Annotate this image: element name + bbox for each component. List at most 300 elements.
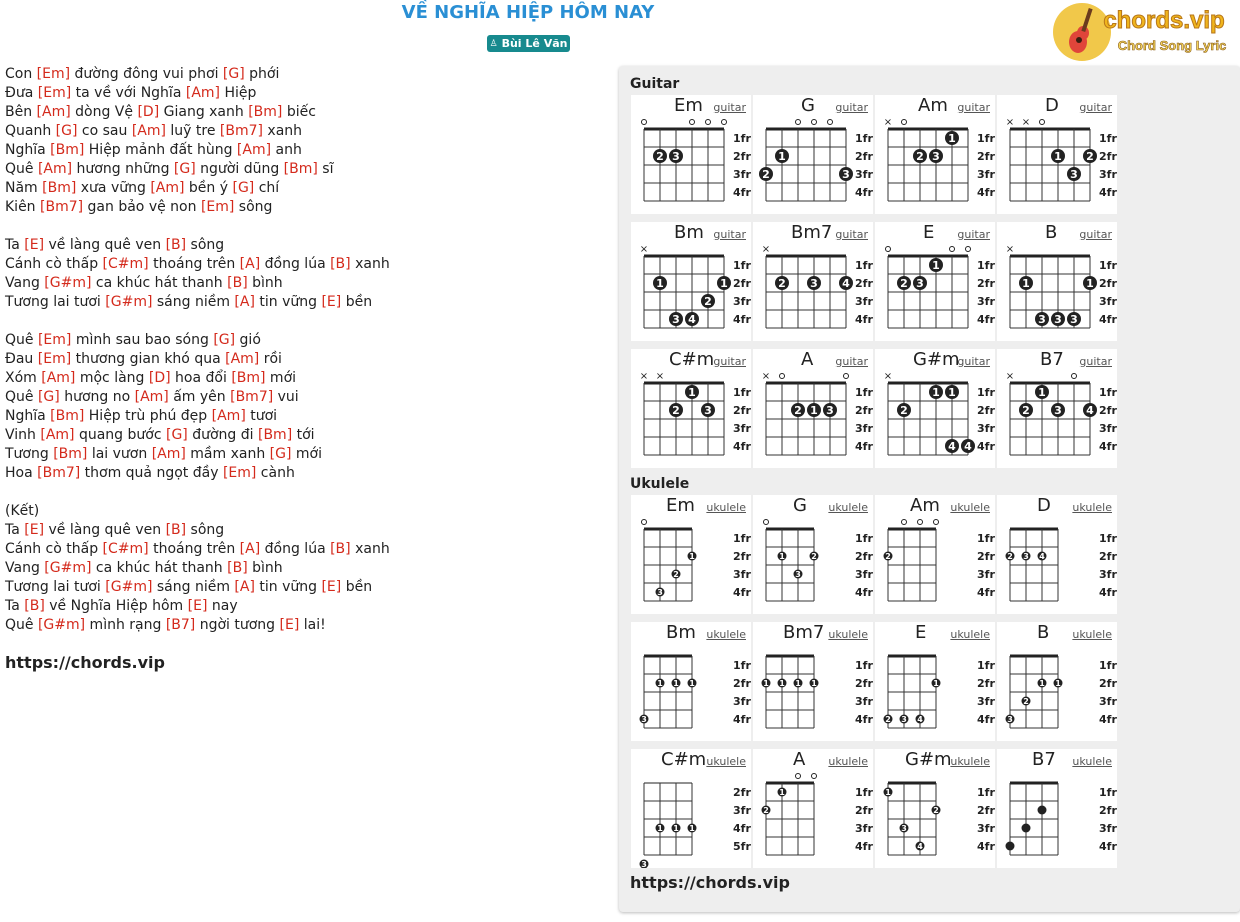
- lyric-line: [5, 502, 390, 521]
- lyric-line: [5, 350, 390, 369]
- finger-number: 4: [917, 715, 923, 724]
- chord-tag[interactable]: [Bm7]: [40, 199, 84, 215]
- open-string-marker: [1040, 120, 1045, 125]
- chord-tag[interactable]: [Am]: [134, 389, 169, 405]
- fret-number: 2fr: [977, 804, 995, 817]
- finger-number: 3: [704, 404, 712, 417]
- open-string-marker: [828, 120, 833, 125]
- fret-number: 1fr: [733, 386, 751, 399]
- guitar-chord-card-gsharpm[interactable]: [875, 349, 995, 468]
- chord-tag[interactable]: [G#m]: [44, 275, 92, 291]
- site-url-left[interactable]: https://chords.vip: [5, 653, 165, 672]
- muted-string-marker: ×: [883, 117, 893, 128]
- lyric-text: sáng niềm: [152, 294, 235, 310]
- finger-number: 1: [885, 788, 891, 797]
- open-string-marker: [780, 374, 785, 379]
- chord-tag[interactable]: [E]: [279, 617, 300, 633]
- guitar-chord-card-b[interactable]: [997, 222, 1117, 341]
- chord-tag[interactable]: [B7]: [165, 617, 196, 633]
- guitar-link[interactable]: guitar: [957, 101, 990, 114]
- finger-number: 3: [932, 150, 940, 163]
- fret-number: 4fr: [733, 440, 751, 453]
- finger-number: 2: [1007, 552, 1013, 561]
- guitar-link[interactable]: guitar: [835, 228, 868, 241]
- chord-tag[interactable]: [Am]: [41, 370, 76, 386]
- lyric-text: sáng niềm: [152, 579, 235, 595]
- lyric-text: Tương lai tươi: [5, 294, 106, 310]
- fret-number: 1fr: [977, 132, 995, 145]
- lyric-text: biếc: [282, 104, 316, 120]
- fret-number: 1fr: [1099, 386, 1117, 399]
- author-badge[interactable]: [487, 35, 570, 52]
- lyric-text: mình sau bao sóng: [71, 332, 214, 348]
- guitar-link[interactable]: guitar: [1079, 101, 1112, 114]
- finger-number: 1: [1086, 277, 1094, 290]
- chord-name: Am: [918, 95, 948, 116]
- ukulele-chord-card-d[interactable]: [997, 495, 1117, 614]
- fret-number: 3fr: [855, 568, 873, 581]
- open-string-marker: [918, 520, 923, 525]
- lyric-line: [5, 331, 390, 350]
- fret-number: 4fr: [855, 440, 873, 453]
- fret-number: 4fr: [733, 822, 751, 835]
- ukulele-link[interactable]: ukulele: [1072, 501, 1112, 514]
- site-logo[interactable]: [1052, 2, 1238, 64]
- chord-tag[interactable]: [Am]: [37, 161, 73, 177]
- muted-string-marker: ×: [639, 371, 649, 382]
- fret-number: 4fr: [733, 713, 751, 726]
- chord-tag[interactable]: [Bm]: [50, 142, 85, 158]
- finger-number: 4: [964, 440, 972, 453]
- ukulele-link[interactable]: ukulele: [1072, 628, 1112, 641]
- lyric-text: sông: [234, 199, 273, 215]
- fret-number: 1fr: [977, 532, 995, 545]
- finger-number: 2: [885, 552, 891, 561]
- chord-tag[interactable]: [Bm]: [257, 427, 293, 443]
- fret-number: 4fr: [733, 586, 751, 599]
- lyric-text: cành: [256, 465, 295, 481]
- guitar-chord-card-d[interactable]: [997, 95, 1117, 214]
- chord-tag[interactable]: [B]: [24, 598, 45, 614]
- lyric-text: chí: [254, 180, 280, 196]
- lyric-text: sông: [186, 522, 225, 538]
- ukulele-chord-card-am[interactable]: [875, 495, 995, 614]
- chord-tag[interactable]: [A]: [239, 256, 261, 272]
- finger-number: 2: [1023, 697, 1029, 706]
- lyric-text: thoáng trên: [148, 541, 240, 557]
- chord-tag[interactable]: [Bm7]: [219, 123, 263, 139]
- ukulele-chord-card-em[interactable]: [631, 495, 751, 614]
- chord-tag[interactable]: [Bm]: [283, 161, 318, 177]
- chord-name: B7: [1032, 749, 1056, 770]
- guitar-link[interactable]: guitar: [835, 355, 868, 368]
- lyric-text: về làng quê ven: [44, 237, 166, 253]
- lyric-text: Quê: [5, 389, 38, 405]
- lyric-text: (Kết): [5, 503, 40, 519]
- muted-string-marker: ×: [1021, 117, 1031, 128]
- chord-tag[interactable]: [Em]: [37, 351, 72, 367]
- chord-tag[interactable]: [B]: [165, 522, 187, 538]
- ukulele-link[interactable]: ukulele: [950, 501, 990, 514]
- lyric-text: Năm: [5, 180, 43, 196]
- finger-number: 1: [811, 679, 817, 688]
- finger-number: 1: [932, 386, 940, 399]
- chord-tag[interactable]: [G]: [232, 180, 255, 196]
- fret-number: 3fr: [1099, 822, 1117, 835]
- lyric-line: [5, 103, 390, 122]
- fret-number: 1fr: [733, 132, 751, 145]
- lyric-text: Vang: [5, 275, 45, 291]
- finger-number: 1: [689, 824, 695, 833]
- finger-number: 1: [932, 259, 940, 272]
- user-icon: ♙: [489, 38, 498, 49]
- chord-tag[interactable]: [B]: [227, 275, 248, 291]
- ukulele-link[interactable]: ukulele: [828, 501, 868, 514]
- lyric-line: [5, 179, 390, 198]
- finger-number: 3: [842, 168, 850, 181]
- lyric-text: Đưa: [5, 85, 38, 101]
- fret-number: 2fr: [733, 786, 751, 799]
- chord-tag[interactable]: [Bm7]: [37, 465, 81, 481]
- finger-number: 3: [641, 715, 647, 724]
- fret-number: 2fr: [1099, 150, 1117, 163]
- chord-tag[interactable]: [E]: [24, 522, 45, 538]
- fret-number: 3fr: [733, 168, 751, 181]
- fret-number: 4fr: [855, 586, 873, 599]
- chord-tag[interactable]: [B]: [330, 256, 351, 272]
- finger-number: 2: [885, 715, 891, 724]
- lyric-text: tới: [292, 427, 315, 443]
- fret-number: 4fr: [977, 586, 995, 599]
- fret-number: 4fr: [855, 313, 873, 326]
- fret-number: 3fr: [1099, 695, 1117, 708]
- finger-number: 1: [720, 277, 728, 290]
- chord-tag[interactable]: [B]: [330, 541, 351, 557]
- finger-number: 3: [1038, 313, 1046, 326]
- finger-dot: [1038, 806, 1047, 815]
- finger-number: 3: [641, 860, 647, 868]
- chord-tag[interactable]: [A]: [239, 541, 261, 557]
- lyric-line: [5, 369, 390, 388]
- finger-number: 2: [811, 552, 817, 561]
- ukulele-chord-card-b[interactable]: [997, 622, 1117, 741]
- fret-number: 4fr: [977, 313, 995, 326]
- ukulele-chord-card-g[interactable]: [753, 495, 873, 614]
- ukulele-chord-card-e[interactable]: [875, 622, 995, 741]
- chord-tag[interactable]: [E]: [321, 294, 342, 310]
- chord-tag[interactable]: [Bm]: [50, 408, 85, 424]
- chord-tag[interactable]: [Em]: [222, 465, 257, 481]
- lyric-text: Ta: [5, 598, 25, 614]
- chord-name: D: [1045, 95, 1059, 116]
- chord-tag[interactable]: [G#m]: [44, 560, 92, 576]
- ukulele-chord-card-gsharpm[interactable]: [875, 749, 995, 868]
- lyric-line: [5, 293, 390, 312]
- chord-tag[interactable]: [D]: [137, 104, 160, 120]
- chord-tag[interactable]: [B]: [227, 560, 248, 576]
- lyric-text: xanh: [350, 541, 390, 557]
- finger-number: 1: [1022, 277, 1030, 290]
- chord-tag[interactable]: [G]: [269, 446, 292, 462]
- lyric-text: gan bảo vệ non: [83, 199, 201, 215]
- lyric-line: [5, 217, 390, 236]
- finger-number: 3: [1054, 404, 1062, 417]
- chord-tag[interactable]: [Bm]: [53, 446, 88, 462]
- chord-tag[interactable]: [G]: [37, 389, 60, 405]
- finger-number: 2: [656, 150, 664, 163]
- chord-tag[interactable]: [Am]: [236, 142, 272, 158]
- chord-tag[interactable]: [G]: [213, 332, 236, 348]
- finger-number: 1: [948, 386, 956, 399]
- finger-number: 3: [901, 824, 907, 833]
- finger-number: 2: [763, 806, 769, 815]
- lyric-text: lai vươn: [87, 446, 152, 462]
- fret-number: 2fr: [977, 677, 995, 690]
- chord-name: G: [793, 495, 807, 516]
- finger-number: 1: [779, 552, 785, 561]
- finger-number: 4: [842, 277, 850, 290]
- fret-number: 4fr: [1099, 313, 1117, 326]
- open-string-marker: [796, 120, 801, 125]
- fret-number: 2fr: [1099, 404, 1117, 417]
- lyric-text: thương gian khó qua: [71, 351, 226, 367]
- ukulele-link[interactable]: ukulele: [950, 628, 990, 641]
- open-string-marker: [902, 520, 907, 525]
- ukulele-heading: Ukulele: [630, 476, 690, 492]
- muted-string-marker: ×: [655, 371, 665, 382]
- finger-number: 1: [1038, 386, 1046, 399]
- chord-tag[interactable]: [Am]: [131, 123, 166, 139]
- finger-number: 2: [1022, 404, 1030, 417]
- chord-tag[interactable]: [Am]: [36, 104, 71, 120]
- chord-tag[interactable]: [E]: [24, 237, 45, 253]
- lyric-line: [5, 445, 390, 464]
- guitar-chord-card-a[interactable]: [753, 349, 873, 468]
- lyric-line: [5, 578, 390, 597]
- guitar-link[interactable]: guitar: [1079, 355, 1112, 368]
- finger-dot: [1022, 824, 1031, 833]
- guitar-link[interactable]: guitar: [1079, 228, 1112, 241]
- ukulele-link[interactable]: ukulele: [1072, 755, 1112, 768]
- chord-tag[interactable]: [A]: [234, 294, 255, 310]
- chord-tag[interactable]: [Em]: [37, 332, 72, 348]
- fret-number: 3fr: [1099, 295, 1117, 308]
- muted-string-marker: ×: [761, 244, 771, 255]
- lyric-text: người dũng: [195, 161, 284, 177]
- guitar-chord-card-csharpm[interactable]: [631, 349, 751, 468]
- chord-tag[interactable]: [Am]: [211, 408, 246, 424]
- finger-number: 4: [948, 440, 956, 453]
- lyric-line: [5, 141, 390, 160]
- finger-number: 3: [1070, 168, 1078, 181]
- chord-tag[interactable]: [G#m]: [37, 617, 86, 633]
- finger-number: 1: [688, 386, 696, 399]
- chord-tag[interactable]: [Em]: [37, 85, 72, 101]
- lyric-text: phới: [244, 66, 280, 82]
- chord-tag[interactable]: [G]: [55, 123, 78, 139]
- finger-number: 3: [1007, 715, 1013, 724]
- chord-name: C#m: [661, 749, 707, 770]
- ukulele-link[interactable]: ukulele: [828, 628, 868, 641]
- fret-number: 4fr: [977, 713, 995, 726]
- lyric-text: dòng Vệ: [70, 104, 138, 120]
- chord-tag[interactable]: [G#m]: [105, 294, 153, 310]
- chord-tag[interactable]: [Am]: [185, 85, 220, 101]
- chord-tag[interactable]: [Am]: [225, 351, 260, 367]
- guitar-link[interactable]: guitar: [835, 101, 868, 114]
- fret-number: 3fr: [855, 422, 873, 435]
- finger-number: 3: [657, 588, 663, 597]
- finger-number: 1: [779, 679, 785, 688]
- guitar-chord-card-g[interactable]: [753, 95, 873, 214]
- fret-number: 4fr: [977, 440, 995, 453]
- fret-number: 3fr: [977, 822, 995, 835]
- chord-name: C#m: [669, 349, 715, 370]
- lyric-text: mới: [291, 446, 322, 462]
- open-string-marker: [902, 120, 907, 125]
- finger-number: 1: [657, 824, 663, 833]
- chord-tag[interactable]: [Bm]: [42, 180, 77, 196]
- finger-number: 2: [672, 404, 680, 417]
- fret-number: 1fr: [1099, 532, 1117, 545]
- open-string-marker: [706, 120, 711, 125]
- lyric-text: sông: [186, 237, 225, 253]
- chord-tag[interactable]: [Em]: [200, 199, 235, 215]
- fret-number: 1fr: [977, 659, 995, 672]
- finger-number: 1: [1055, 679, 1061, 688]
- guitar-chord-card-bm7[interactable]: [753, 222, 873, 341]
- finger-number: 3: [810, 277, 818, 290]
- guitar-link[interactable]: guitar: [957, 355, 990, 368]
- lyric-text: đường đi: [187, 427, 258, 443]
- chord-tag[interactable]: [E]: [321, 579, 342, 595]
- fret-number: 2fr: [733, 150, 751, 163]
- chord-tag[interactable]: [G]: [173, 161, 196, 177]
- guitar-link[interactable]: guitar: [957, 228, 990, 241]
- guitar-link[interactable]: guitar: [713, 101, 746, 114]
- chord-tag[interactable]: [E]: [187, 598, 208, 614]
- fret-number: 1fr: [855, 259, 873, 272]
- ukulele-chord-card-bm7[interactable]: [753, 622, 873, 741]
- guitar-chord-card-e[interactable]: [875, 222, 995, 341]
- finger-number: 1: [810, 404, 818, 417]
- guitar-chord-card-bm[interactable]: [631, 222, 751, 341]
- chord-tag[interactable]: [G]: [222, 66, 245, 82]
- lyric-text: thoáng trên: [148, 256, 240, 272]
- fret-number: 4fr: [977, 186, 995, 199]
- open-string-marker: [886, 247, 891, 252]
- lyric-line: [5, 597, 390, 616]
- ukulele-link[interactable]: ukulele: [706, 628, 746, 641]
- ukulele-link[interactable]: ukulele: [706, 501, 746, 514]
- chord-name: Em: [674, 95, 703, 116]
- fret-number: 3fr: [855, 695, 873, 708]
- chord-name: B: [1037, 622, 1050, 643]
- guitar-link[interactable]: guitar: [713, 355, 746, 368]
- chord-tag[interactable]: [Bm7]: [230, 389, 274, 405]
- fret-number: 2fr: [1099, 677, 1117, 690]
- lyric-text: Quê: [5, 332, 38, 348]
- lyric-line: [5, 483, 390, 502]
- chord-tag[interactable]: [Bm]: [248, 104, 283, 120]
- ukulele-link[interactable]: ukulele: [828, 755, 868, 768]
- lyric-text: mầm xanh: [185, 446, 270, 462]
- chord-tag[interactable]: [D]: [148, 370, 171, 386]
- finger-number: 1: [795, 679, 801, 688]
- ukulele-link[interactable]: ukulele: [706, 755, 746, 768]
- chord-name: Bm7: [791, 222, 833, 243]
- guitar-chord-card-b7[interactable]: [997, 349, 1117, 468]
- chord-tag[interactable]: [Am]: [150, 180, 185, 196]
- chord-tag[interactable]: [G#m]: [105, 579, 153, 595]
- chord-tag[interactable]: [Em]: [36, 66, 71, 82]
- finger-number: 2: [762, 168, 770, 181]
- fret-number: 4fr: [1099, 440, 1117, 453]
- ukulele-chord-card-csharpm[interactable]: [631, 749, 751, 868]
- ukulele-chord-card-b7[interactable]: [997, 749, 1117, 868]
- fret-number: 2fr: [733, 404, 751, 417]
- fret-number: 1fr: [1099, 259, 1117, 272]
- chord-name: B: [1045, 222, 1058, 243]
- lyric-text: về làng quê ven: [44, 522, 166, 538]
- muted-string-marker: ×: [1005, 244, 1015, 255]
- guitar-chord-card-em[interactable]: [631, 95, 751, 214]
- lyric-line: [5, 426, 390, 445]
- lyric-text: nay: [207, 598, 238, 614]
- lyric-text: ngời tương: [195, 617, 280, 633]
- fret-number: 3fr: [977, 422, 995, 435]
- fret-number: 3fr: [977, 695, 995, 708]
- fret-number: 3fr: [1099, 422, 1117, 435]
- lyric-text: Quê: [5, 161, 38, 177]
- lyric-line: [5, 122, 390, 141]
- fret-number: 1fr: [1099, 659, 1117, 672]
- lyric-text: Quanh: [5, 123, 56, 139]
- lyric-text: Cánh cò thấp: [5, 256, 103, 272]
- fret-number: 3fr: [855, 168, 873, 181]
- guitar-chord-card-am[interactable]: [875, 95, 995, 214]
- lyric-text: ca khúc hát thanh: [91, 275, 228, 291]
- chord-tag[interactable]: [B]: [165, 237, 187, 253]
- fret-number: 2fr: [977, 550, 995, 563]
- finger-number: 3: [901, 715, 907, 724]
- chord-name: Am: [910, 495, 940, 516]
- finger-number: 1: [933, 679, 939, 688]
- ukulele-chord-card-a[interactable]: [753, 749, 873, 868]
- lyric-line: [5, 407, 390, 426]
- site-url-right[interactable]: https://chords.vip: [630, 873, 790, 892]
- chord-tag[interactable]: [Am]: [40, 427, 75, 443]
- chord-tag[interactable]: [C#m]: [102, 541, 149, 557]
- chord-name: Bm: [674, 222, 704, 243]
- fret-number: 4fr: [733, 186, 751, 199]
- ukulele-link[interactable]: ukulele: [950, 755, 990, 768]
- ukulele-chord-card-bm[interactable]: [631, 622, 751, 741]
- chord-tag[interactable]: [Am]: [151, 446, 186, 462]
- lyric-text: tin vững: [254, 579, 322, 595]
- lyric-text: Vang: [5, 560, 45, 576]
- chord-name: G: [801, 95, 815, 116]
- chord-tag[interactable]: [Bm]: [231, 370, 266, 386]
- chord-tag[interactable]: [C#m]: [102, 256, 149, 272]
- lyric-text: Tương: [5, 446, 54, 462]
- chord-tag[interactable]: [G]: [165, 427, 188, 443]
- muted-string-marker: ×: [639, 244, 649, 255]
- chord-tag[interactable]: [A]: [234, 579, 255, 595]
- finger-number: 1: [763, 679, 769, 688]
- lyric-text: đồng lúa: [260, 541, 331, 557]
- guitar-link[interactable]: guitar: [713, 228, 746, 241]
